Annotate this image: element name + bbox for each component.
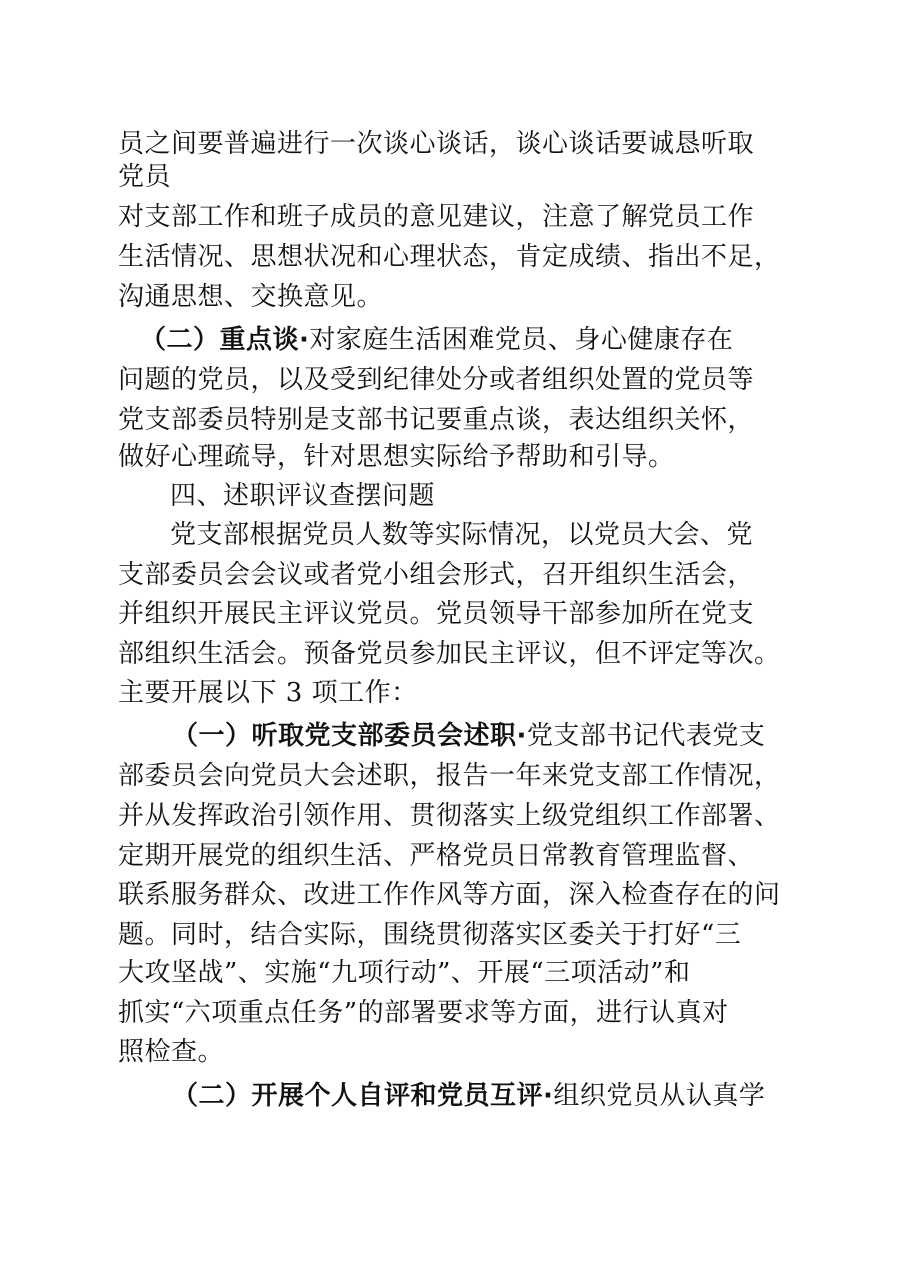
text-line-21: 题。同时，结合实际，围绕贯彻落实区委关于打好“三 [118,920,742,950]
text-line-17: 部委员会向党员大会述职，报告一年来党支部工作情况， [118,761,781,791]
text-line-15: 主要开展以下 3 项工作： [118,678,418,708]
text-line-1: 员之间要普遍进行一次谈心谈话，谈心谈话要诚恳听取 [118,129,755,159]
text-line-8: 党支部委员特别是支部书记要重点谈，表达组织关怀， [118,405,755,435]
subsection-heading-report: （一）听取党支部委员会述职·党支部书记代表党支 [172,721,766,751]
text-line-14: 部组织生活会。预备党员参加民主评议，但不评定等次。 [118,639,781,669]
text-line-2: 党员 [118,162,172,192]
text-line-3: 对支部工作和班子成员的意见建议，注意了解党员工作 [118,202,755,232]
text-line-22: 大攻坚战”、实施“九项行动”、开展“三项活动”和 [118,958,691,988]
text-line-12: 支部委员会会议或者党小组会形式，召开组织生活会， [118,560,755,590]
text-line-24: 照检查。 [118,1037,225,1067]
subsection-title: （一）听取党支部委员会述职· [172,721,527,751]
subsection-title: （二）开展个人自评和党员互评· [172,1081,554,1111]
subsection-heading-focus-talk: （二）重点谈·对家庭生活困难党员、身心健康存在 [140,325,734,355]
text-line-11: 党支部根据党员人数等实际情况，以党员大会、党 [170,520,754,550]
text-line-20: 联系服务群众、改进工作作风等方面，深入检查存在的问 [118,880,781,910]
section-heading-four: 四、述职评议查摆问题 [170,481,436,511]
text-line-5: 沟通思想、交换意见。 [118,282,384,312]
text-line-18: 并从发挥政治引领作用、贯彻落实上级党组织工作部署、 [118,801,781,831]
text-line-19: 定期开展党的组织生活、严格党员日常教育管理监督、 [118,841,755,871]
subsection-heading-self-review: （二）开展个人自评和党员互评·组织党员从认真学 [172,1081,766,1111]
text-line-23: 抓实“六项重点任务”的部署要求等方面，进行认真对 [118,998,729,1028]
text-line-7: 问题的党员，以及受到纪律处分或者组织处置的党员等 [118,365,755,395]
text-line-9: 做好心理疏导，针对思想实际给予帮助和引导。 [118,442,675,472]
text-line-4: 生活情况、思想状况和心理状态，肯定成绩、指出不足， [118,242,781,272]
subsection-title: （二）重点谈· [140,325,310,355]
text-line-13: 并组织开展民主评议党员。党员领导干部参加所在党支 [118,599,755,629]
